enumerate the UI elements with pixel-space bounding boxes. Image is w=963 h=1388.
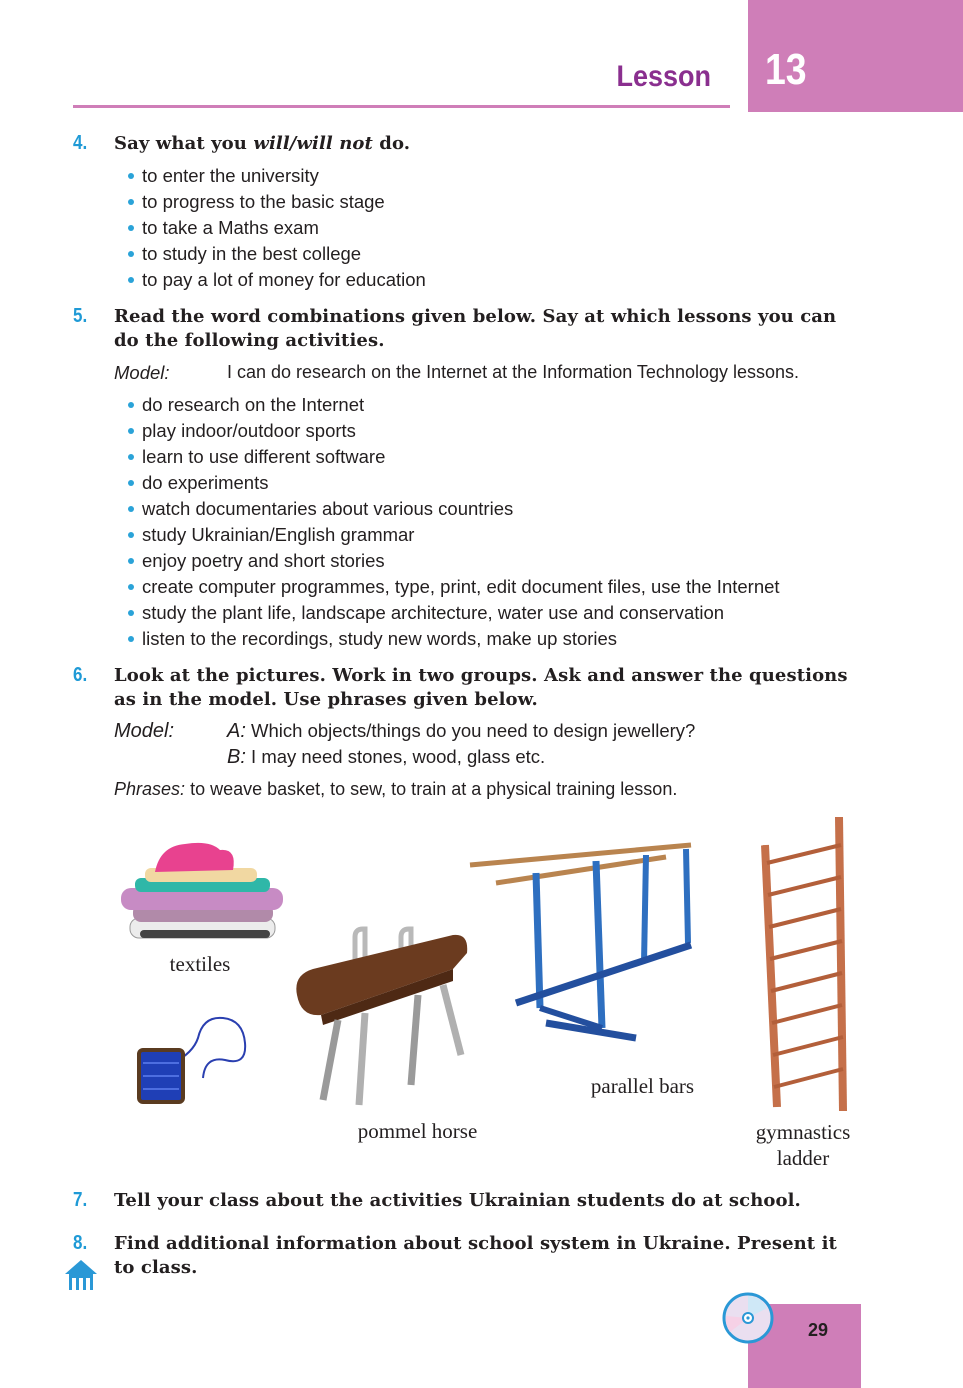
exercise-5-number: 5. xyxy=(73,305,88,327)
cd-disc-icon xyxy=(722,1292,774,1344)
exercise-4-number: 4. xyxy=(73,132,88,154)
list-item: study the plant life, landscape architecture, water use and conservation xyxy=(128,600,780,626)
exercise-6-line-a: A: Which objects/things do you need to design jewellery? xyxy=(227,720,696,742)
textiles-image xyxy=(115,840,287,945)
gymnastics-ladder-image xyxy=(757,815,857,1115)
list-item: play indoor/outdoor sports xyxy=(128,418,780,444)
list-item: to pay a lot of money for education xyxy=(128,267,426,293)
list-item: create computer programmes, type, print, edit document files, use the Internet xyxy=(128,574,780,600)
exercise-5-list xyxy=(128,392,780,652)
home-icon xyxy=(64,1258,98,1292)
gymnastics-ladder-caption: gymnastics ladder xyxy=(755,1120,851,1170)
exercise-5-title: Read the word combinations given below. Say at which lessons you can do the following activities. xyxy=(114,306,837,351)
parallel-bars-caption: parallel bars xyxy=(590,1074,695,1098)
page-number: 29 xyxy=(808,1320,829,1340)
lesson-label: Lesson xyxy=(616,60,711,93)
exercise-6-phrases: Phrases: to weave basket, to sew, to train at a physical training lesson. xyxy=(114,779,678,799)
list-item: watch documentaries about various countries xyxy=(128,496,780,522)
exercise-6-title: Look at the pictures. Work in two groups. Ask and answer the questions as in the model. Use phrases given below. xyxy=(114,665,848,710)
pommel-horse-image xyxy=(293,925,473,1110)
exercise-6-line-b: B: I may need stones, wood, glass etc. xyxy=(227,746,546,768)
thread-spool-image xyxy=(133,1008,258,1108)
exercise-4-list xyxy=(128,163,426,293)
list-item: study Ukrainian/English grammar xyxy=(128,522,780,548)
list-item: listen to the recordings, study new words, make up stories xyxy=(128,626,780,652)
exercise-8-number: 8. xyxy=(73,1232,88,1254)
parallel-bars-image xyxy=(466,843,706,1043)
list-item: do research on the Internet xyxy=(128,392,780,418)
list-item: to enter the university xyxy=(128,163,426,189)
list-item: enjoy poetry and short stories xyxy=(128,548,780,574)
pommel-horse-caption: pommel horse xyxy=(357,1119,478,1143)
exercise-8-title: Find additional information about school system in Ukraine. Present it to class. xyxy=(114,1233,837,1278)
exercise-7-number: 7. xyxy=(73,1189,88,1211)
textiles-caption: textiles xyxy=(169,952,231,976)
exercise-5-model-label: Model: xyxy=(114,362,170,383)
list-item: learn to use different software xyxy=(128,444,780,470)
header-divider xyxy=(73,105,730,108)
exercise-4-title: Say what you will/will not do. xyxy=(114,133,411,154)
list-item: do experiments xyxy=(128,470,780,496)
lesson-number: 13 xyxy=(765,45,807,94)
list-item: to progress to the basic stage xyxy=(128,189,426,215)
exercise-5-model-text: I can do research on the Internet at the Information Technology lessons. xyxy=(227,362,800,382)
exercise-7-title: Tell your class about the activities Ukrainian students do at school. xyxy=(114,1190,801,1211)
list-item: to study in the best college xyxy=(128,241,426,267)
exercise-6-model-label: Model: xyxy=(114,720,175,742)
exercise-6-number: 6. xyxy=(73,664,88,686)
list-item: to take a Maths exam xyxy=(128,215,426,241)
